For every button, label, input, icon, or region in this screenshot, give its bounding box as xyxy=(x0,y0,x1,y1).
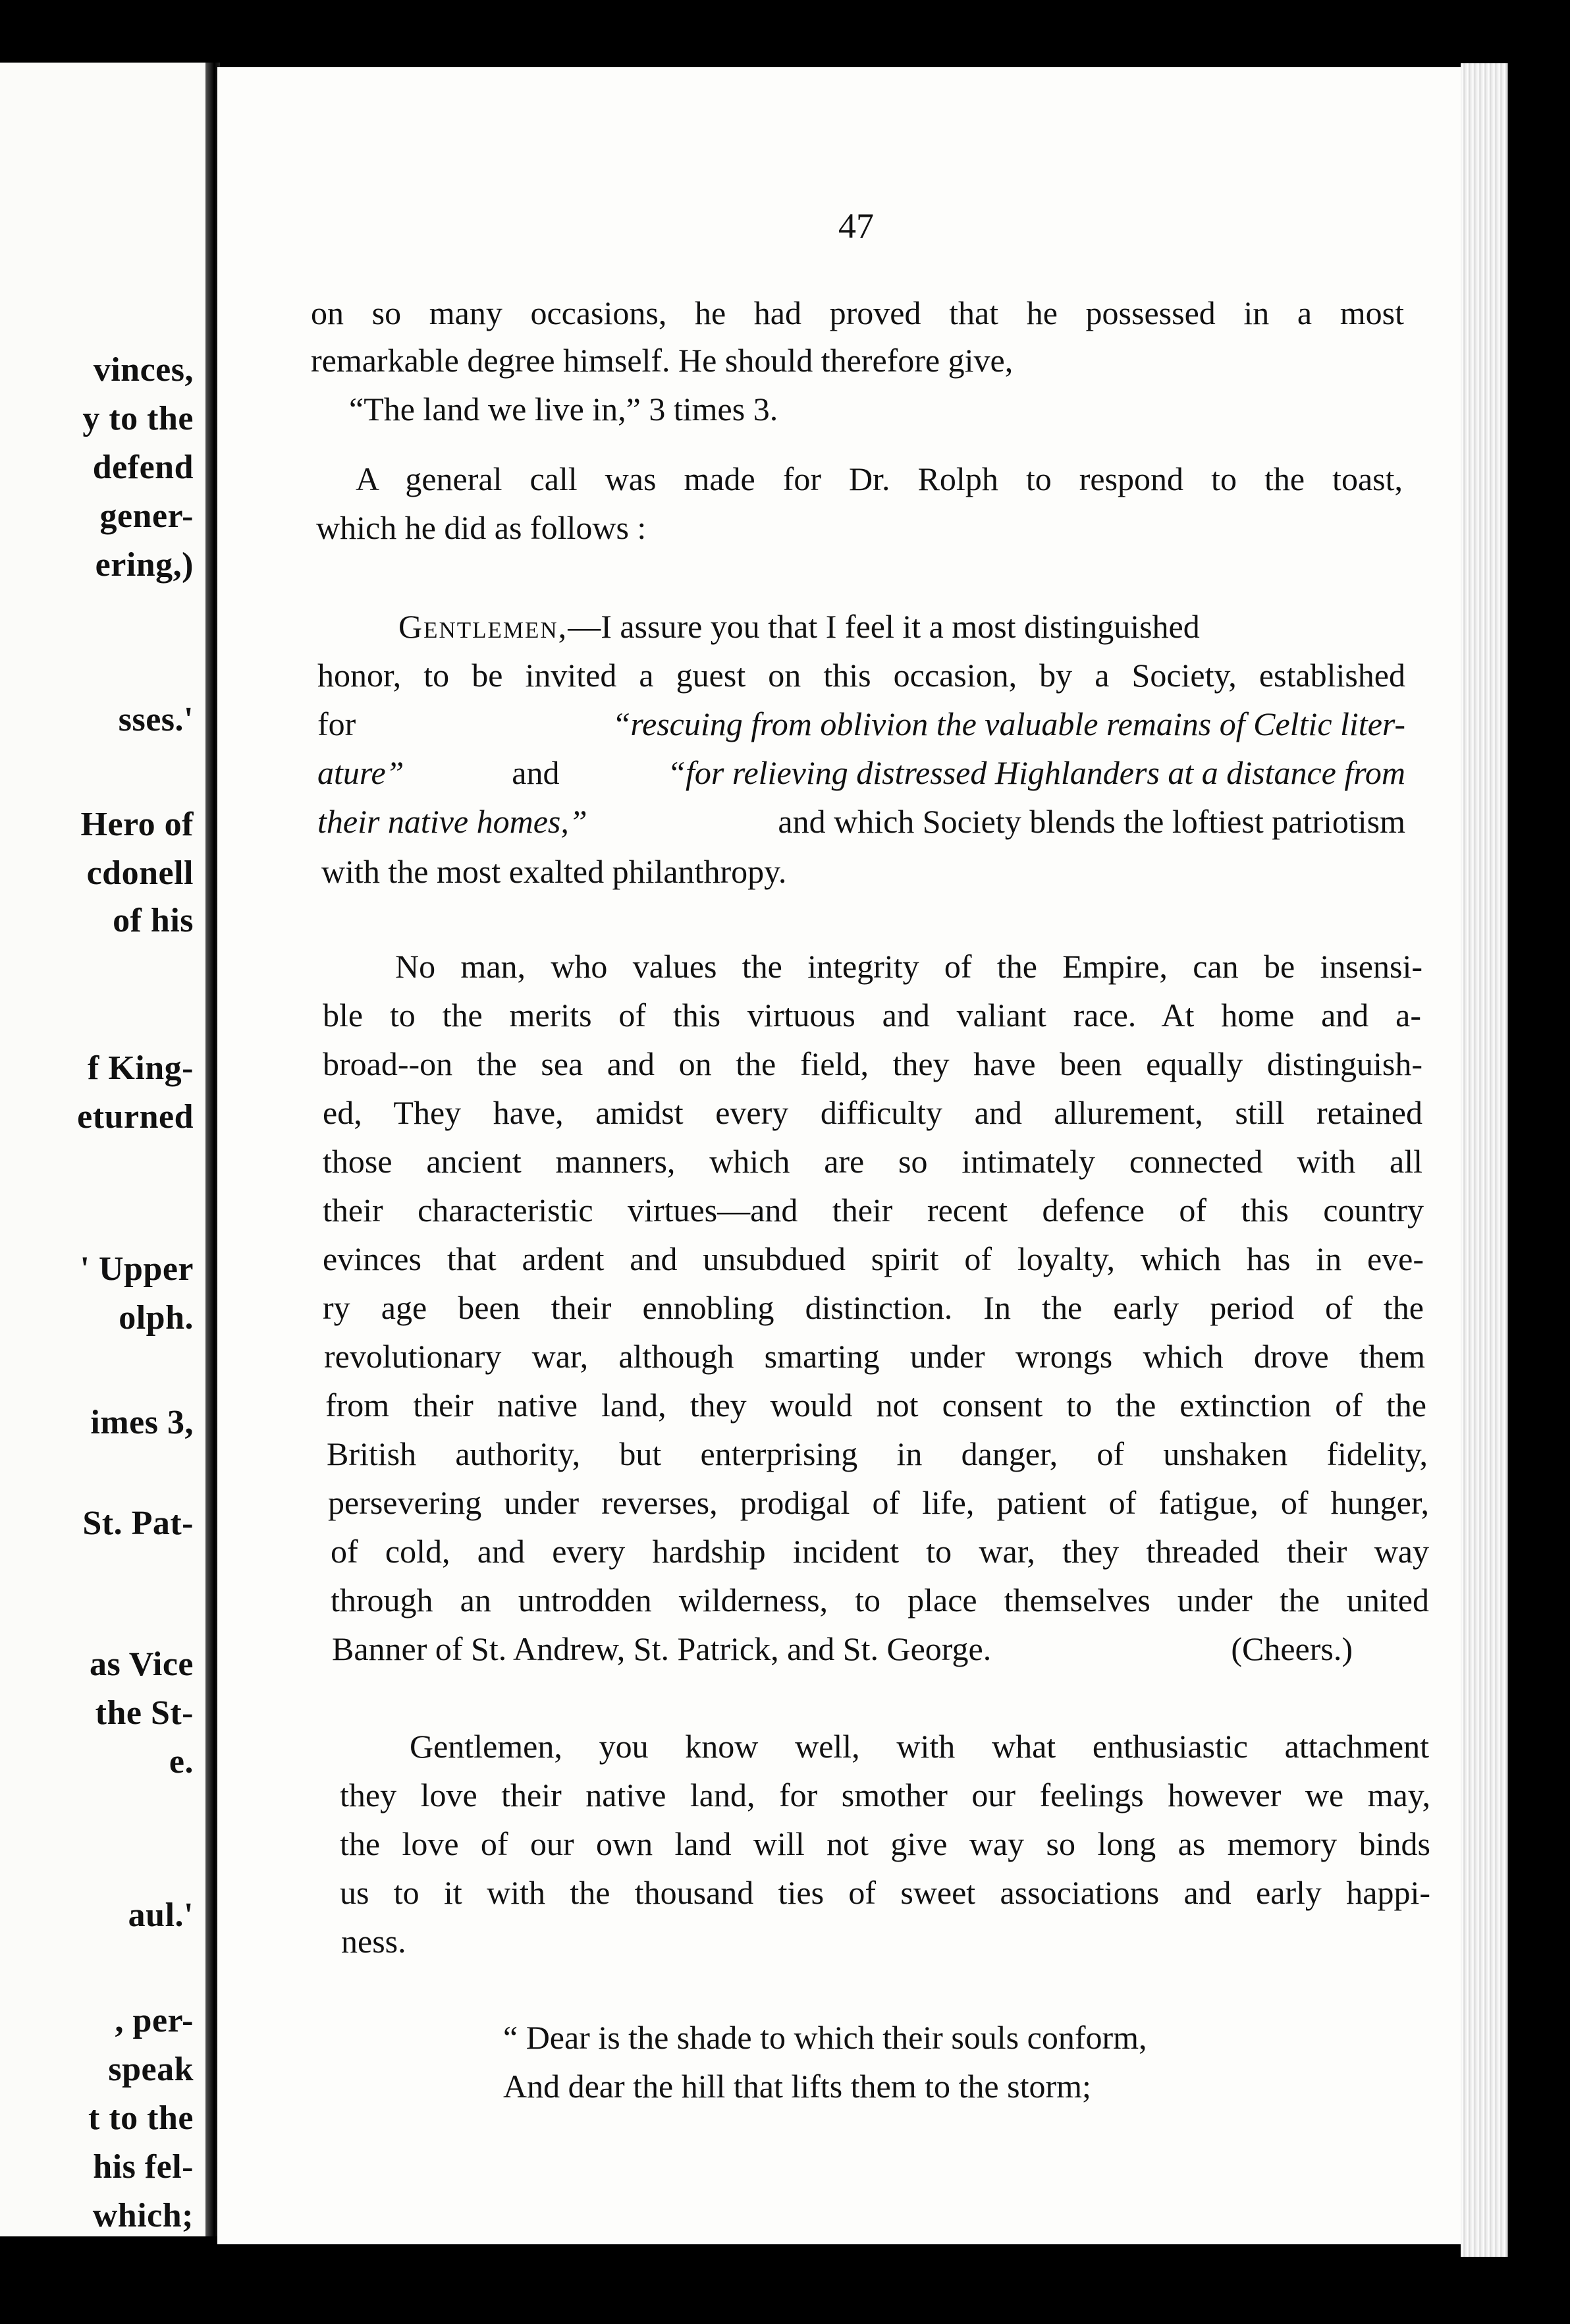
left-page-line: his fel- xyxy=(93,2148,194,2186)
salutation: Gentlemen, xyxy=(398,608,568,645)
cheers-note: (Cheers.) xyxy=(1231,1630,1353,1667)
quote-line xyxy=(317,802,1405,841)
quoted-text: ature” xyxy=(317,754,404,791)
text-line: us to it with the thousand ties of sweet associations and early happi- xyxy=(340,1874,1430,1911)
text-line: —I assure you that I feel it a most distinguished xyxy=(568,608,1200,645)
text-line: British authority, but enterprising in danger, of unshaken fidelity, xyxy=(327,1435,1428,1472)
text-line: ed, They have, amidst every difficulty and allurement, still retained xyxy=(323,1094,1422,1131)
left-page-line: imes 3, xyxy=(90,1404,194,1441)
text-line: the love of our own land will not give way so long as memory binds xyxy=(340,1825,1430,1862)
page-number: 47 xyxy=(838,206,874,246)
text-line: and xyxy=(512,754,560,791)
verse-line: “ Dear is the shade to which their souls conform, xyxy=(503,2019,1147,2056)
left-page-line: eturned xyxy=(77,1098,194,1136)
left-page-line: which; xyxy=(92,2197,194,2234)
text-line: on so many occasions, he had proved that he possessed in a most xyxy=(311,294,1404,331)
left-page-line: St. Pat- xyxy=(82,1505,194,1542)
text-line: with the most exalted philanthropy. xyxy=(321,853,787,890)
text-line: honor, to be invited a guest on this occasion, by a Society, established xyxy=(317,657,1405,694)
left-page-line: the St- xyxy=(95,1694,194,1732)
text-line: ry age been their ennobling distinction. In the early period of the xyxy=(323,1289,1424,1326)
left-page-line: sses.' xyxy=(118,701,194,738)
text-line: from their native land, they would not consent to the extinction of the xyxy=(325,1387,1426,1424)
text-line: they love their native land, for smother our feelings however we may, xyxy=(340,1777,1430,1813)
text-line: Banner of St. Andrew, St. Patrick, and St. George. xyxy=(332,1630,992,1667)
left-page-line: of his xyxy=(113,902,194,939)
left-page-line: ' Upper xyxy=(80,1250,194,1288)
text-line: their characteristic virtues—and their recent defence of this country xyxy=(323,1192,1424,1229)
previous-page-fragment xyxy=(0,63,205,2236)
text-line: ness. xyxy=(341,1923,406,1960)
text-line: and which Society blends the loftiest patriotism xyxy=(778,803,1405,840)
left-page-line: y to the xyxy=(82,400,194,437)
text-line: No man, who values the integrity of the Empire, can be insensi- xyxy=(395,948,1422,985)
text-line: remarkable degree himself. He should therefore give, xyxy=(311,342,1014,379)
left-page-line: cdonell xyxy=(86,854,194,892)
text-line: those ancient manners, which are so intimately connected with all xyxy=(323,1143,1422,1180)
text-line: through an untrodden wilderness, to place themselves under the united xyxy=(331,1582,1429,1618)
left-page-line: f King- xyxy=(88,1049,194,1087)
verse-line: And dear the hill that lifts them to the storm; xyxy=(503,2068,1091,2105)
page-edges xyxy=(1461,63,1508,2257)
quoted-text: their native homes,” xyxy=(317,803,587,840)
quoted-text: “rescuing from oblivion the valuable remains of Celtic liter- xyxy=(612,706,1405,742)
text-line: “The land we live in,” 3 times 3. xyxy=(349,391,778,428)
quote-line xyxy=(317,753,1405,792)
left-page-line: as Vice xyxy=(89,1646,194,1683)
left-page-line: gener- xyxy=(99,497,194,535)
text-line: evinces that ardent and unsubdued spirit of loyalty, which has in eve- xyxy=(323,1240,1424,1277)
text-line: A general call was made for Dr. Rolph to respond to the toast, xyxy=(356,460,1403,497)
left-page-line: Hero of xyxy=(80,806,194,843)
left-page-line: ering,) xyxy=(95,546,194,584)
left-page-line: speak xyxy=(108,2051,194,2088)
text-line: which he did as follows : xyxy=(316,509,647,546)
text-line: Gentlemen, you know well, with what enthusiastic attachment xyxy=(410,1728,1429,1765)
left-page-line: t to the xyxy=(88,2099,194,2137)
left-page-line: vinces, xyxy=(93,351,194,389)
text-line: ble to the merits of this virtuous and valiant race. At home and a- xyxy=(323,997,1421,1034)
speech-first-line xyxy=(398,607,1406,646)
text-line: revolutionary war, although smarting under wrongs which drove them xyxy=(324,1338,1425,1375)
quoted-text: “for relieving distressed Highlanders at a distance from xyxy=(667,754,1405,791)
left-page-line: aul.' xyxy=(128,1896,194,1934)
text-line: for xyxy=(317,706,356,742)
text-line: persevering under reverses, prodigal of life, patient of fatigue, of hunger, xyxy=(328,1484,1429,1521)
left-page-line: e. xyxy=(169,1743,194,1781)
closing-line xyxy=(332,1629,1353,1669)
left-page-line: , per- xyxy=(115,2002,194,2039)
text-line: broad--on the sea and on the field, they have been equally distinguish- xyxy=(323,1045,1422,1082)
quote-line xyxy=(317,704,1405,744)
left-page-line: defend xyxy=(92,449,194,486)
text-line: of cold, and every hardship incident to war, they threaded their way xyxy=(331,1533,1429,1570)
left-page-line: olph. xyxy=(119,1299,194,1337)
